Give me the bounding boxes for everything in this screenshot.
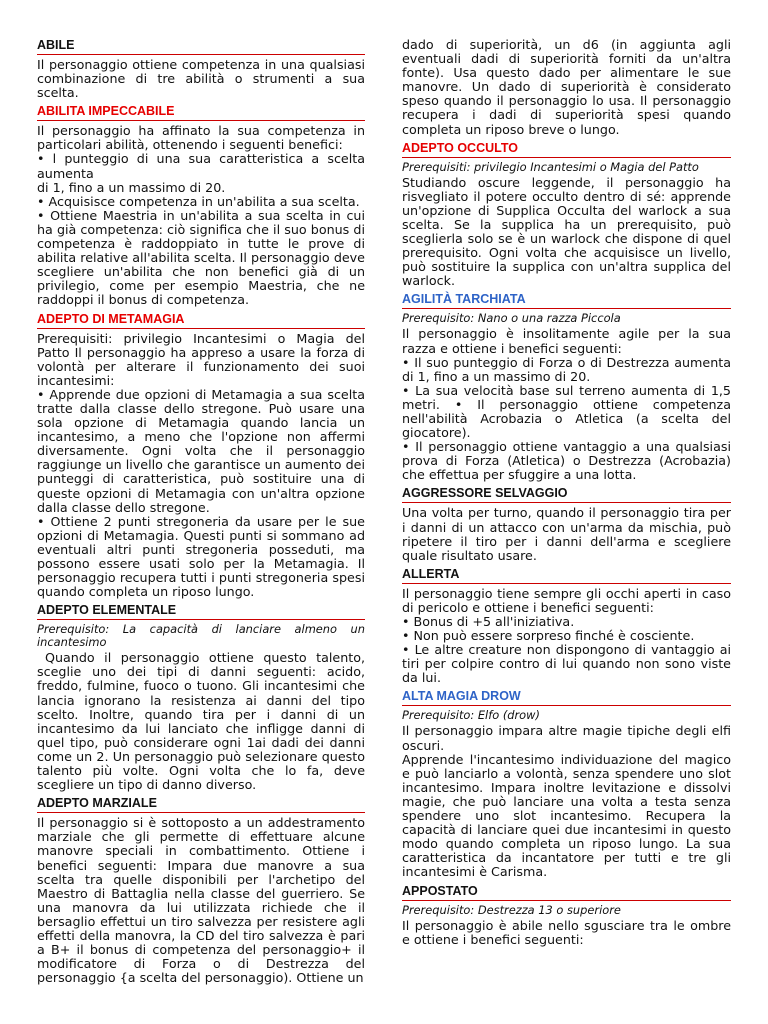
bullet-item: • Le altre creature non dispongono di vantaggio ai tiri per colpire contro di lui quando non sono viste da lui. (402, 642, 731, 686)
feat-alta-magia-drow (402, 689, 731, 879)
feat-text: Il personaggio è insolitamente agile per la sua razza e ottiene i benefici seguenti: (402, 326, 731, 356)
feat-title: ADEPTO MARZIALE (37, 796, 365, 813)
feat-text: Il personaggio ha affinato la sua competenza in particolari abilità, ottenendo i seguenti benefici: (37, 123, 365, 153)
feat-appostato (402, 884, 731, 947)
feat-prerequisite: Prerequisito: Elfo (drow) (402, 708, 540, 723)
feat-text: Studiando oscure leggende, il personaggio ha risvegliato il potere occulto dentro di sé: apprende un'opzione di Supplica Occulta del warlock a sua scelta. Se la supplica ha un prerequisito, può sceglierla solo se è un warlock che dispone di quel prerequisito. Ogni volta che acquisisce un livello, può sostituire la supplica con un'altra supplica del warlock. (402, 174, 731, 289)
feat-agilita-tarchiata (402, 292, 731, 482)
feat-text: Il personaggio tiene sempre gli occhi aperti in caso di pericolo e ottiene i benefici seguenti: (402, 585, 731, 615)
feat-title: AGGRESSORE SELVAGGIO (402, 486, 731, 503)
right-column (402, 38, 731, 951)
feat-prerequisite: Prerequisito: Destrezza 13 o superiore (402, 902, 621, 917)
feat-title: AGILITÀ TARCHIATA (402, 292, 731, 309)
bullet-item: • Il personaggio ottiene vantaggio a una qualsiasi prova di Forza (Atletica) o Destrezza (Acrobazia) che effettua per sfuggire a una lotta. (402, 439, 731, 483)
feat-abile (37, 38, 365, 100)
feat-adepto-occulto (402, 141, 731, 289)
feat-text: Il personaggio si è sottoposto a un addestramento marziale che gli permette di effettuare alcune manovre speciali in combattimento. Ottiene i benefici seguenti: Impara due manovre a sua scelta tra quelle disponibili per l'archetipo del Maestro di Battaglia nella classe del guerriero. Se una manovra da lui utilizzata richiede che il bersaglio effettui un tiro salvezza per resistere agli effetti della manovra, la CD del tiro salvezza è pari a B+ il bonus di competenza del personaggio+ il modificatore di Forza o di Destrezza del personaggio {a scelta del personaggio). Ottiene un (37, 815, 365, 986)
bullet-item: • l punteggio di una sua caratteristica a scelta aumenta (37, 151, 365, 181)
feat-title: ADEPTO OCCULTO (402, 141, 731, 158)
left-column (37, 38, 365, 989)
feat-text: dado di superiorità, un d6 (in aggiunta agli eventuali dadi di superiorità forniti da un'altra fonte). Usa questo dado per alimentare le sue manovre. Un dado di superiorità è considerato speso quando il personaggio lo usa. Il personaggio recupera i dadi di superiorità spesi quando completa un riposo breve o lungo. (402, 37, 731, 137)
feat-text: Una volta per turno, quando il personaggio tira per i danni di un attacco con un'arma da mischia, può ripetere il tiro per i danni dell'arma e scegliere quale risultato usare. (402, 505, 731, 563)
bullet-item: • Il suo punteggio di Forza o di Destrezza aumenta di 1, fino a un massimo di 20. (402, 354, 731, 384)
feat-title: ADEPTO ELEMENTALE (37, 603, 365, 620)
feat-allerta (402, 567, 731, 686)
feat-text: Il personaggio impara altre magie tipiche degli elfi oscuri. (402, 723, 731, 753)
feat-prerequisite: Prerequisito: La capacità di lanciare almeno un incantesimo (37, 622, 365, 650)
feat-text: Prerequisiti: privilegio Incantesimi o Magia del Patto Il personaggio ha appreso a usare la forza di volontà per alterare il funzionamento dei suoi incantesimi: (37, 330, 365, 388)
feat-text: Il personaggio è abile nello sgusciare tra le ombre e ottiene i benefici seguenti: (402, 917, 731, 947)
feat-text: Il personaggio ottiene competenza in una qualsiasi combinazione di tre abilità o strumenti a sua scelta. (37, 57, 365, 101)
bullet-item: • Apprende due opzioni di Metamagia a sua scelta tratte dalla classe dello stregone. Può usare una sola opzione di Metamagia quando lancia un incantesimo, a meno che l'opzione non affermi diversamente. Ogni volta che il personaggio raggiunge un livello che garantisce un aumento dei punteggi di caratteristica, può sostituire una di queste opzioni di Metamagia con un'altra opzione dalla classe dello stregone. (37, 386, 365, 515)
feat-adepto-di-metamagia (37, 312, 365, 600)
feat-title: ADEPTO DI METAMAGIA (37, 312, 365, 329)
feat-text: Quando il personaggio ottiene questo talento, sceglie uno dei tipi di danni seguenti: acido, freddo, fulmine, fuoco o tuono. Gli incantesimi che lancia ignorano la resistenza ai danni del tipo scelto. Inoltre, quando tira per i danni di un incantesimo da lui lanciato che infligge danni di quel tipo, può considerare ogni 1ai dadi dei danni come un 2. Un personaggio può selezionare questo talento più volte. Ogni volta che lo fa, deve scegliere un tipo di danno diverso. (37, 650, 365, 793)
feat-title: ABILE (37, 38, 365, 55)
feat-continuation (402, 38, 731, 137)
feat-text: di 1, fino a un massimo di 20. (37, 179, 226, 195)
feat-title: ALLERTA (402, 567, 731, 584)
bullet-item: • Non può essere sorpreso finché è cosciente. (402, 628, 695, 644)
bullet-item: • Bonus di +5 all'iniziativa. (402, 614, 575, 629)
feat-title: APPOSTATO (402, 884, 731, 901)
feat-title: ABILITA IMPECCABILE (37, 104, 365, 121)
feat-abilita-impeccabile (37, 104, 365, 307)
feat-prerequisite: Prerequisiti: privilegio Incantesimi o Magia del Patto (402, 159, 699, 174)
feat-text: Apprende l'incantesimo individuazione del magico e può lanciarlo a volontà, senza spendere uno slot incantesimo. Impara inoltre levitazione e dissolvi magie, che può lanciare una volta a testa senza spendere uno slot incantesimo. Recupera la capacità di lanciare quei due incantesimi in questo modo quando completa un riposo lungo. La sua caratteristica da incantatore per tutti e tre gli incantesimi è Carisma. (402, 751, 731, 880)
bullet-item: • Ottiene 2 punti stregoneria da usare per le sue opzioni di Metamagia. Questi punti si sommano ad eventuali altri punti stregoneria posseduti, ma possono essere usati solo per la Metamagia. Il personaggio recupera tutti i punti stregoneria spesi quando completa un riposo lungo. (37, 513, 365, 600)
feat-adepto-elementale (37, 603, 365, 792)
bullet-item: • La sua velocità base sul terreno aumenta di 1,5 metri. • Il personaggio ottiene competenza nell'abilità Acrobazia o Atletica (a scelta del giocatore). (402, 382, 731, 441)
feat-aggressore-selvaggio (402, 486, 731, 562)
bullet-item: • Acquisisce competenza in un'abilita a sua scelta. (37, 193, 360, 209)
bullet-item: • Ottiene Maestria in un'abilita a sua scelta in cui ha già competenza: ciò significa che il suo bonus di competenza è raddoppiato in tutte le prove di abilita relative all'abilita scelta. Il personaggio deve scegliere un'abilita che non benefici già di un privilegio, come per esempio Maestria, che ne raddoppi il bonus di competenza. (37, 207, 365, 308)
feat-adepto-marziale (37, 796, 365, 985)
feat-prerequisite: Prerequisito: Nano o una razza Piccola (402, 311, 621, 326)
feat-title: ALTA MAGIA DROW (402, 689, 731, 706)
